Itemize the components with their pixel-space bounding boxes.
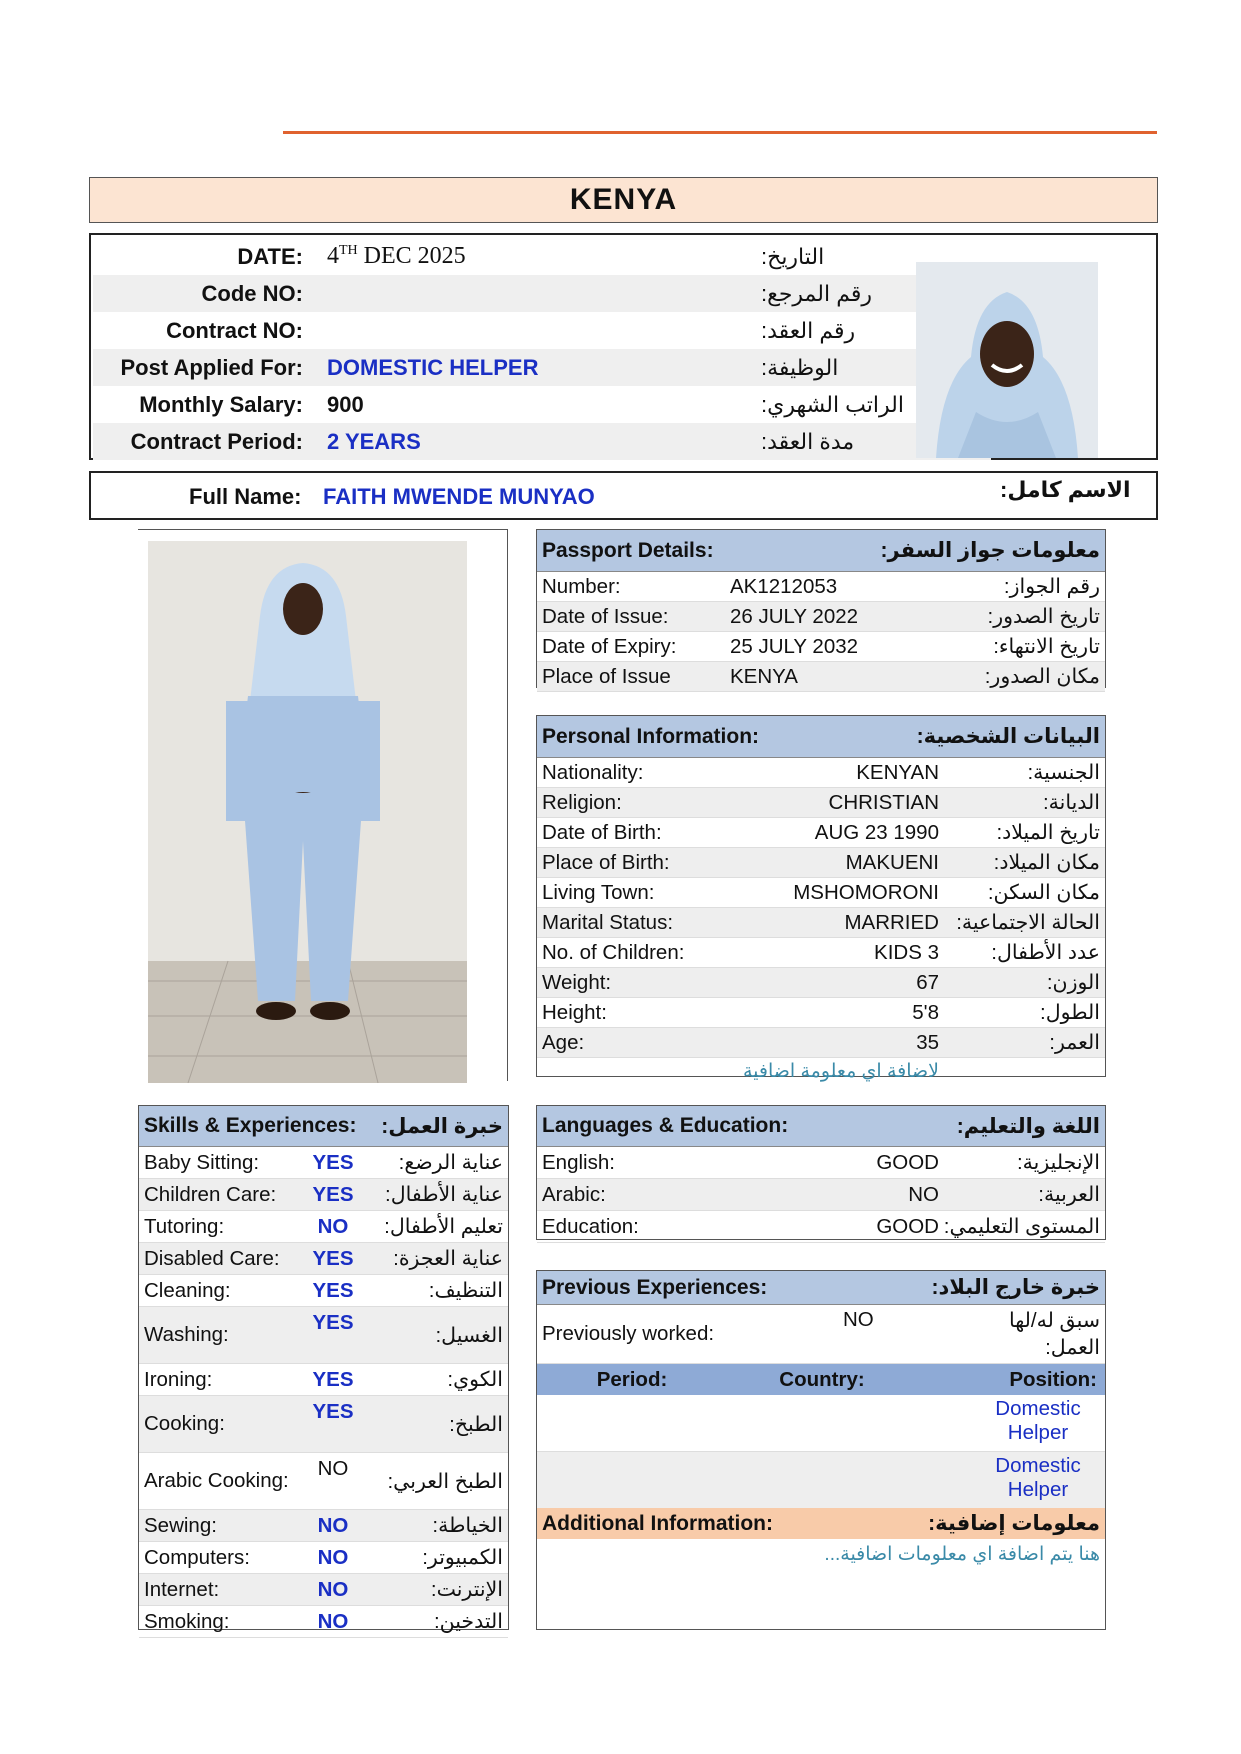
personal-row — [537, 788, 1105, 818]
skill-row — [139, 1243, 508, 1275]
skill-row — [139, 1574, 508, 1606]
skill-row — [139, 1179, 508, 1211]
personal-row-label-ar: عدد الأطفال: — [991, 941, 1100, 964]
skill-row-label-ar: الإنترنت: — [430, 1578, 503, 1601]
passport-row-label-ar: تاريخ الانتهاء: — [993, 635, 1100, 658]
language-row-label-ar: الإنجليزية: — [1016, 1151, 1100, 1174]
skill-row-label-ar: التدخين: — [433, 1610, 503, 1633]
date-day: 4 — [327, 243, 339, 269]
languages-title-ar: اللغة والتعليم: — [956, 1114, 1100, 1138]
experience-row — [537, 1395, 1105, 1452]
personal-row-value: 67 — [916, 970, 939, 994]
date-label-ar: التاريخ: — [761, 243, 825, 269]
language-row — [537, 1179, 1105, 1211]
passport-row-value: KENYA — [730, 664, 798, 688]
skill-row-label: Baby Sitting: — [144, 1150, 260, 1174]
language-row-value: GOOD — [876, 1214, 939, 1238]
previously-worked-ar-2: العمل: — [1045, 1336, 1100, 1359]
skill-row-value: YES — [312, 1150, 354, 1174]
skills-title-ar: خبرة العمل: — [381, 1114, 503, 1138]
personal-row-label: No. of Children: — [542, 940, 685, 964]
passport-row-value: AK1212053 — [730, 574, 838, 598]
passport-row-label: Date of Issue: — [542, 604, 669, 628]
skill-row-value: YES — [312, 1246, 354, 1270]
skill-row-value: YES — [312, 1278, 354, 1302]
experience-position-2-line1: Domestic — [995, 1454, 1081, 1477]
passport-row-label-ar: مكان الصدور: — [984, 665, 1100, 688]
language-row-value: GOOD — [876, 1150, 939, 1174]
experience-position-1-line2: Helper — [1007, 1421, 1069, 1444]
experience-position-2 — [983, 1454, 1093, 1502]
skill-row — [139, 1453, 508, 1510]
skill-row-label-ar: الكمبيوتر: — [422, 1546, 503, 1569]
skill-row-value: YES — [312, 1367, 354, 1391]
passport-row-label-ar: رقم الجواز: — [1003, 575, 1100, 598]
passport-panel — [536, 529, 1106, 688]
personal-row-label-ar: الحالة الاجتماعية: — [956, 911, 1100, 934]
skills-header — [139, 1106, 508, 1147]
personal-row-label: Religion: — [542, 790, 622, 814]
skill-row-value: YES — [312, 1400, 354, 1423]
full-name-box — [89, 471, 1158, 520]
skill-row-label-ar: الكوي: — [447, 1368, 503, 1391]
personal-row — [537, 908, 1105, 938]
skill-row — [139, 1275, 508, 1307]
personal-row-value: KIDS 3 — [874, 940, 939, 964]
skill-row-value: NO — [317, 1457, 349, 1480]
personal-row-label-ar: الوزن: — [1046, 971, 1100, 994]
period-label-ar: مدة العقد: — [761, 428, 855, 454]
post-label: Post Applied For: — [120, 354, 303, 380]
post-label-ar: الوظيفة: — [761, 354, 839, 380]
skill-row-label-ar: الخياطة: — [432, 1514, 503, 1537]
personal-row-label: Living Town: — [542, 880, 655, 904]
skill-row-label-ar: الطبخ: — [449, 1412, 503, 1436]
skill-row — [139, 1542, 508, 1574]
personal-row-label: Place of Birth: — [542, 850, 670, 874]
header-row-salary — [93, 386, 991, 423]
personal-row-value: KENYAN — [856, 760, 939, 784]
personal-row-label-ar: الديانة: — [1042, 791, 1100, 814]
skill-row-value: YES — [312, 1311, 354, 1334]
skill-row-label-ar: التنظيف: — [428, 1279, 503, 1302]
language-row-label: Arabic: — [542, 1182, 606, 1206]
skill-row-value: YES — [312, 1182, 354, 1206]
personal-row-label: Age: — [542, 1030, 585, 1054]
full-name-value: FAITH MWENDE MUNYAO — [323, 484, 595, 509]
personal-row — [537, 1028, 1105, 1058]
skill-row — [139, 1510, 508, 1542]
portrait-photo — [916, 262, 1098, 458]
personal-row-label-ar: الجنسية: — [1027, 761, 1100, 784]
personal-panel — [536, 715, 1106, 1082]
salary-value: 900 — [327, 391, 364, 417]
additional-header — [537, 1508, 1105, 1539]
language-row-label: Education: — [542, 1214, 639, 1238]
passport-row-label: Place of Issue — [542, 664, 671, 688]
personal-row-value: CHRISTIAN — [828, 790, 939, 814]
skill-row — [139, 1211, 508, 1243]
additional-title: Additional Information: — [542, 1511, 773, 1535]
skill-row-label: Smoking: — [144, 1609, 230, 1633]
personal-row-label-ar: العمر: — [1049, 1031, 1100, 1054]
header-row-post — [93, 349, 991, 386]
skill-row-label: Arabic Cooking: — [144, 1469, 289, 1492]
skill-row-label-ar: تعليم الأطفال: — [384, 1215, 503, 1238]
languages-header — [537, 1106, 1105, 1147]
experience-position-1-line1: Domestic — [995, 1397, 1081, 1420]
previously-worked-label: Previously worked: — [542, 1322, 715, 1345]
skill-row-label: Internet: — [144, 1577, 220, 1601]
header-row-contract — [93, 312, 991, 349]
passport-header — [537, 530, 1105, 572]
personal-rows — [537, 758, 1105, 1058]
salary-label: Monthly Salary: — [139, 391, 303, 417]
passport-row-label: Number: — [542, 574, 621, 598]
header-row-period — [93, 423, 991, 460]
experience-row — [537, 1452, 1105, 1508]
skill-row-label-ar: عناية الرضع: — [398, 1151, 503, 1174]
skill-row-label-ar: عناية الأطفال: — [385, 1183, 503, 1206]
header-row-date — [93, 238, 991, 275]
experience-table-header — [537, 1364, 1105, 1395]
experience-position-1 — [983, 1397, 1093, 1445]
previous-header — [537, 1271, 1105, 1305]
country-title: KENYA — [89, 177, 1158, 223]
passport-row-label: Date of Expiry: — [542, 634, 677, 658]
code-label: Code NO: — [201, 280, 303, 306]
personal-row-label: Marital Status: — [542, 910, 674, 934]
period-value: 2 YEARS — [327, 428, 421, 454]
header-accent-line — [283, 131, 1157, 134]
skill-row-label: Ironing: — [144, 1367, 213, 1391]
col-position: Position: — [1009, 1367, 1097, 1391]
full-name-label-ar: الاسم كامل: — [1000, 477, 1131, 502]
language-row-label-ar: العربية: — [1038, 1183, 1100, 1206]
language-row — [537, 1147, 1105, 1179]
languages-panel — [536, 1105, 1106, 1240]
personal-row-label: Height: — [542, 1000, 607, 1024]
personal-header — [537, 716, 1105, 758]
personal-row-label-ar: الطول: — [1040, 1001, 1100, 1024]
personal-note: لاضافة اي معلومة اضافية — [742, 1061, 939, 1082]
skill-row-label: Children Care: — [144, 1182, 277, 1206]
period-label: Contract Period: — [130, 428, 303, 454]
personal-row-value: MARRIED — [844, 910, 939, 934]
skill-row-label: Cleaning: — [144, 1278, 231, 1302]
skill-row-label-ar: عناية العجزة: — [393, 1247, 503, 1270]
full-body-photo — [148, 541, 467, 1083]
personal-row-value: AUG 23 1990 — [814, 820, 939, 844]
skill-row-value: NO — [317, 1513, 349, 1537]
personal-row-label-ar: تاريخ الميلاد: — [996, 821, 1100, 844]
languages-title: Languages & Education: — [542, 1114, 789, 1137]
skill-row-label: Cooking: — [144, 1412, 225, 1435]
col-period: Period: — [596, 1367, 668, 1391]
passport-row — [537, 572, 1105, 602]
previous-title-ar: خبرة خارج البلاد: — [931, 1276, 1100, 1299]
col-country: Country: — [779, 1367, 865, 1391]
passport-rows — [537, 572, 1105, 692]
skill-row-label: Tutoring: — [144, 1214, 225, 1238]
personal-row — [537, 848, 1105, 878]
skill-row-label: Sewing: — [144, 1513, 217, 1537]
skill-row — [139, 1147, 508, 1179]
personal-row — [537, 968, 1105, 998]
additional-title-ar: معلومات إضافية: — [928, 1512, 1100, 1535]
date-value — [327, 243, 466, 270]
language-row — [537, 1211, 1105, 1243]
personal-row-value: 35 — [916, 1030, 939, 1054]
passport-title-ar: معلومات جواز السفر: — [880, 539, 1100, 562]
language-row-value: NO — [908, 1182, 939, 1206]
personal-title: Personal Information: — [542, 724, 760, 748]
language-row-label-ar: المستوى التعليمي: — [943, 1215, 1100, 1238]
salary-label-ar: الراتب الشهري: — [761, 391, 904, 417]
skill-row — [139, 1364, 508, 1396]
personal-row-value: 5'8 — [912, 1000, 939, 1024]
personal-row — [537, 998, 1105, 1028]
additional-note: هنا يتم اضافة اي معلومات اضافية... — [824, 1544, 1100, 1565]
previous-panel — [536, 1270, 1106, 1630]
skill-row — [139, 1606, 508, 1638]
personal-row-value: MAKUENI — [845, 850, 939, 874]
personal-row — [537, 758, 1105, 788]
post-value: DOMESTIC HELPER — [327, 354, 539, 380]
passport-row — [537, 662, 1105, 692]
passport-row — [537, 632, 1105, 662]
passport-row — [537, 602, 1105, 632]
personal-row-label-ar: مكان الميلاد: — [993, 851, 1100, 874]
skills-panel — [138, 1105, 509, 1633]
full-name-label: Full Name: — [189, 484, 302, 509]
passport-title: Passport Details: — [542, 538, 714, 562]
experience-position-2-line2: Helper — [1007, 1478, 1069, 1501]
previously-worked-row — [537, 1305, 1105, 1364]
skills-title: Skills & Experiences: — [144, 1114, 357, 1137]
date-label: DATE: — [237, 243, 303, 269]
passport-row-value: 25 JULY 2032 — [730, 634, 859, 658]
personal-row-value: MSHOMORONI — [793, 880, 939, 904]
header-row-code — [93, 275, 991, 312]
personal-row — [537, 818, 1105, 848]
previous-title: Previous Experiences: — [542, 1275, 768, 1299]
skill-row-value: NO — [317, 1577, 349, 1601]
languages-rows — [537, 1147, 1105, 1243]
skill-row-value: NO — [317, 1214, 349, 1238]
skill-row-label-ar: الطبخ العربي: — [387, 1469, 503, 1493]
personal-row-label-ar: مكان السكن: — [987, 881, 1100, 904]
skill-row — [139, 1307, 508, 1364]
skills-rows — [139, 1147, 508, 1638]
personal-title-ar: البيانات الشخصية: — [916, 725, 1100, 748]
passport-row-value: 26 JULY 2022 — [730, 604, 859, 628]
language-row-label: English: — [542, 1150, 615, 1174]
date-suffix: TH — [339, 243, 358, 258]
skill-row-value: NO — [317, 1609, 349, 1633]
date-month-year: DEC 2025 — [363, 243, 466, 269]
personal-row-label: Nationality: — [542, 760, 644, 784]
personal-row-label: Date of Birth: — [542, 820, 662, 844]
personal-row — [537, 878, 1105, 908]
personal-row-label: Weight: — [542, 970, 612, 994]
skill-row-value: NO — [317, 1545, 349, 1569]
personal-row — [537, 938, 1105, 968]
contract-label-ar: رقم العقد: — [761, 317, 856, 343]
skill-row-label: Disabled Care: — [144, 1246, 280, 1270]
code-label-ar: رقم المرجع: — [761, 280, 872, 306]
skill-row-label: Washing: — [144, 1323, 229, 1346]
contract-label: Contract NO: — [166, 317, 303, 343]
previously-worked-value: NO — [843, 1308, 874, 1331]
skill-row-label: Computers: — [144, 1545, 250, 1569]
passport-row-label-ar: تاريخ الصدور: — [987, 605, 1100, 628]
previously-worked-ar-1: سبق له/لها — [1008, 1309, 1100, 1332]
skill-row — [139, 1396, 508, 1453]
skill-row-label-ar: الغسيل: — [435, 1323, 503, 1347]
